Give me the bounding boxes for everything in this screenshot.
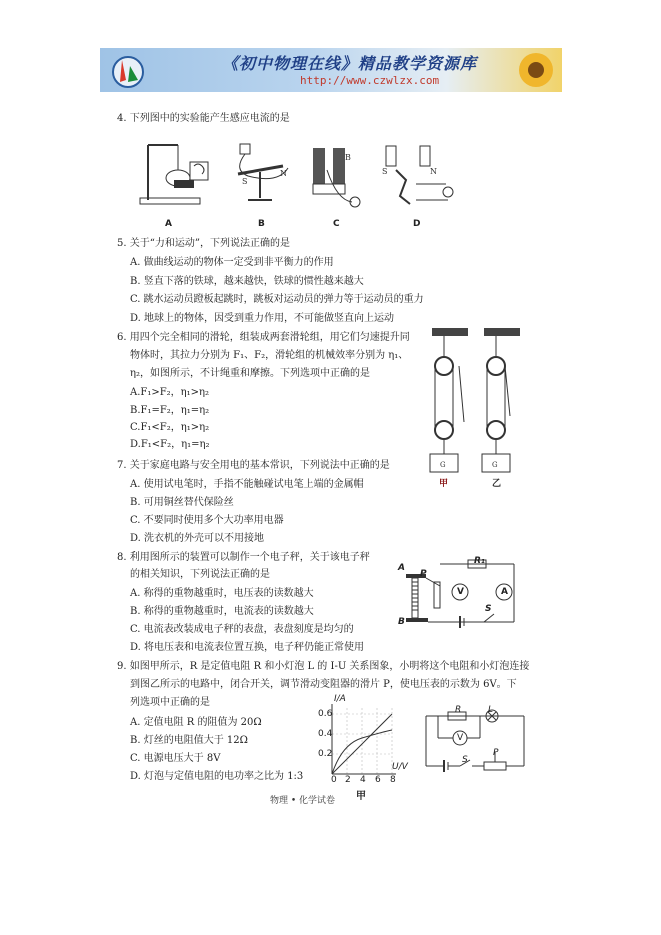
q9-circuit-label-s: S [462, 755, 468, 765]
q5-option-b: B. 竖直下落的铁球，越来越快，铁球的惯性越来越大 [130, 276, 364, 287]
svg-text:S: S [382, 167, 388, 176]
q9-graph-ytick-06: 0.6 [318, 709, 333, 719]
header-banner [100, 48, 562, 92]
q8-label-ammeter: A [501, 587, 508, 597]
q6-label-jia: 甲 [439, 479, 449, 489]
q6-label-yi: 乙 [492, 479, 502, 489]
q4-label-d: D [413, 219, 421, 229]
page-footer: 物理 • 化学试卷 [270, 796, 336, 806]
q8-label-switch: S [485, 604, 492, 614]
svg-text:S: S [242, 177, 248, 186]
q5-stem: 5. 关于“力和运动”，下列说法正确的是 [117, 238, 290, 249]
q9-stem-line-3: 列选项中正确的是 [130, 697, 210, 708]
q8-label-a-point: A [398, 563, 405, 573]
q7-option-c: C. 不要同时使用多个大功率用电器 [130, 515, 284, 526]
q9-option-b: B. 灯丝的电阻值大于 12Ω [130, 735, 248, 746]
q6-option-b: B.F₁=F₂，η₁=η₂ [130, 405, 210, 416]
q6-stem-line-3: η₂，如图所示，不计绳重和摩擦。下列选项中正确的是 [130, 368, 370, 379]
q9-option-a: A. 定值电阻 R 的阻值为 20Ω [130, 717, 262, 728]
q8-option-c: C. 电流表改装成电子秤的表盘，表盘刻度是均匀的 [130, 624, 354, 635]
q5-option-d: D. 地球上的物体，因受到重力作用，不可能做竖直向上运动 [130, 313, 395, 324]
svg-text:N: N [430, 167, 437, 176]
q8-label-b-point: B [398, 617, 405, 627]
q9-option-c: C. 电源电压大于 8V [130, 753, 221, 764]
svg-text:G: G [492, 461, 498, 469]
q9-circuit-label-p: P [493, 748, 499, 758]
q6-stem-line-1: 6. 用四个完全相同的滑轮，组装成两套滑轮组，用它们匀速提升同 [117, 332, 410, 343]
q9-graph-xlabel: U/V [392, 762, 408, 772]
q6-option-c: C.F₁<F₂，η₁>η₂ [130, 422, 210, 433]
q9-iu-graph [322, 700, 402, 780]
q4-figure-b [228, 140, 298, 212]
q6-pulley-figure [424, 326, 534, 486]
q9-graph-ytick-02: 0.2 [318, 749, 333, 759]
q6-stem-line-2: 物体时，其拉力分别为 F₁、F₂，滑轮组的机械效率分别为 η₁、 [130, 350, 409, 361]
q8-option-b: B. 称得的重物越重时，电流表的读数越大 [130, 606, 314, 617]
q9-graph-xtick-4: 4 [360, 775, 366, 785]
q5-option-a: A. 做曲线运动的物体一定受到非平衡力的作用 [130, 257, 334, 268]
q7-stem: 7. 关于家庭电路与安全用电的基本常识，下列说法中正确的是 [117, 460, 390, 471]
q8-label-p: P [420, 569, 427, 579]
q8-stem-line-2: 的相关知识，下列说法正确的是 [130, 569, 270, 580]
svg-text:B: B [345, 153, 351, 162]
q9-graph-ylabel: I/A [334, 694, 346, 704]
q8-label-voltmeter: V [457, 587, 464, 597]
q9-stem-line-1: 9. 如图甲所示，R 是定值电阻 R 和小灯泡 L 的 I-U 关系图象，小明将这个电阻和小灯泡连接 [117, 661, 530, 672]
q4-figure-d [376, 140, 461, 212]
svg-text:N: N [280, 169, 287, 178]
q4-figure-c [307, 140, 367, 212]
q4-figure-a [138, 140, 218, 212]
q4-label-b: B [258, 219, 265, 229]
q9-option-d: D. 灯泡与定值电阻的电功率之比为 1:3 [130, 771, 304, 782]
q4-label-c: C [333, 219, 340, 229]
q8-option-a: A. 称得的重物越重时，电压表的读数越大 [130, 588, 314, 599]
svg-text:G: G [440, 461, 446, 469]
q9-stem-line-2: 到图乙所示的电路中，闭合开关，调节滑动变阻器的滑片 P，使电压表的示数为 6V。下 [130, 679, 517, 690]
q9-graph-xtick-2: 2 [345, 775, 351, 785]
q9-graph-ytick-04: 0.4 [318, 729, 333, 739]
q6-option-a: A.F₁>F₂，η₁>η₂ [130, 387, 210, 398]
banner-url: http://www.czwlzx.com [300, 74, 440, 87]
q6-option-d: D.F₁<F₂，η₁=η₂ [130, 439, 210, 450]
q8-option-d: D. 将电压表和电流表位置互换，电子秤仍能正常使用 [130, 642, 365, 653]
q7-option-b: B. 可用铜丝替代保险丝 [130, 497, 234, 508]
q9-circuit-label-v: V [457, 733, 464, 743]
q8-label-r1: R₁ [474, 556, 485, 566]
q9-circuit [420, 706, 530, 776]
q7-option-a: A. 使用试电笔时，手指不能触碰试电笔上端的金属帽 [130, 479, 364, 490]
q9-graph-xtick-6: 6 [375, 775, 381, 785]
q4-stem: 4. 下列图中的实验能产生感应电流的是 [117, 113, 290, 124]
q9-graph-xtick-8: 8 [390, 775, 396, 785]
banner-title: 《初中物理在线》精品教学资源库 [222, 54, 478, 73]
q9-graph-xtick-0: 0 [331, 775, 337, 785]
q8-stem-line-1: 8. 利用图所示的装置可以制作一个电子秤，关于该电子秤 [117, 552, 370, 563]
site-logo-icon [108, 52, 148, 88]
q9-graph-caption: 甲 [356, 791, 366, 802]
sunflower-icon [516, 50, 556, 90]
q4-label-a: A [165, 219, 172, 229]
q9-circuit-label-r: R [455, 705, 462, 715]
q7-option-d: D. 洗衣机的外壳可以不用接地 [130, 533, 265, 544]
q5-option-c: C. 跳水运动员蹬板起跳时，跳板对运动员的弹力等于运动员的重力 [130, 294, 424, 305]
q9-circuit-label-l: L [488, 705, 494, 715]
